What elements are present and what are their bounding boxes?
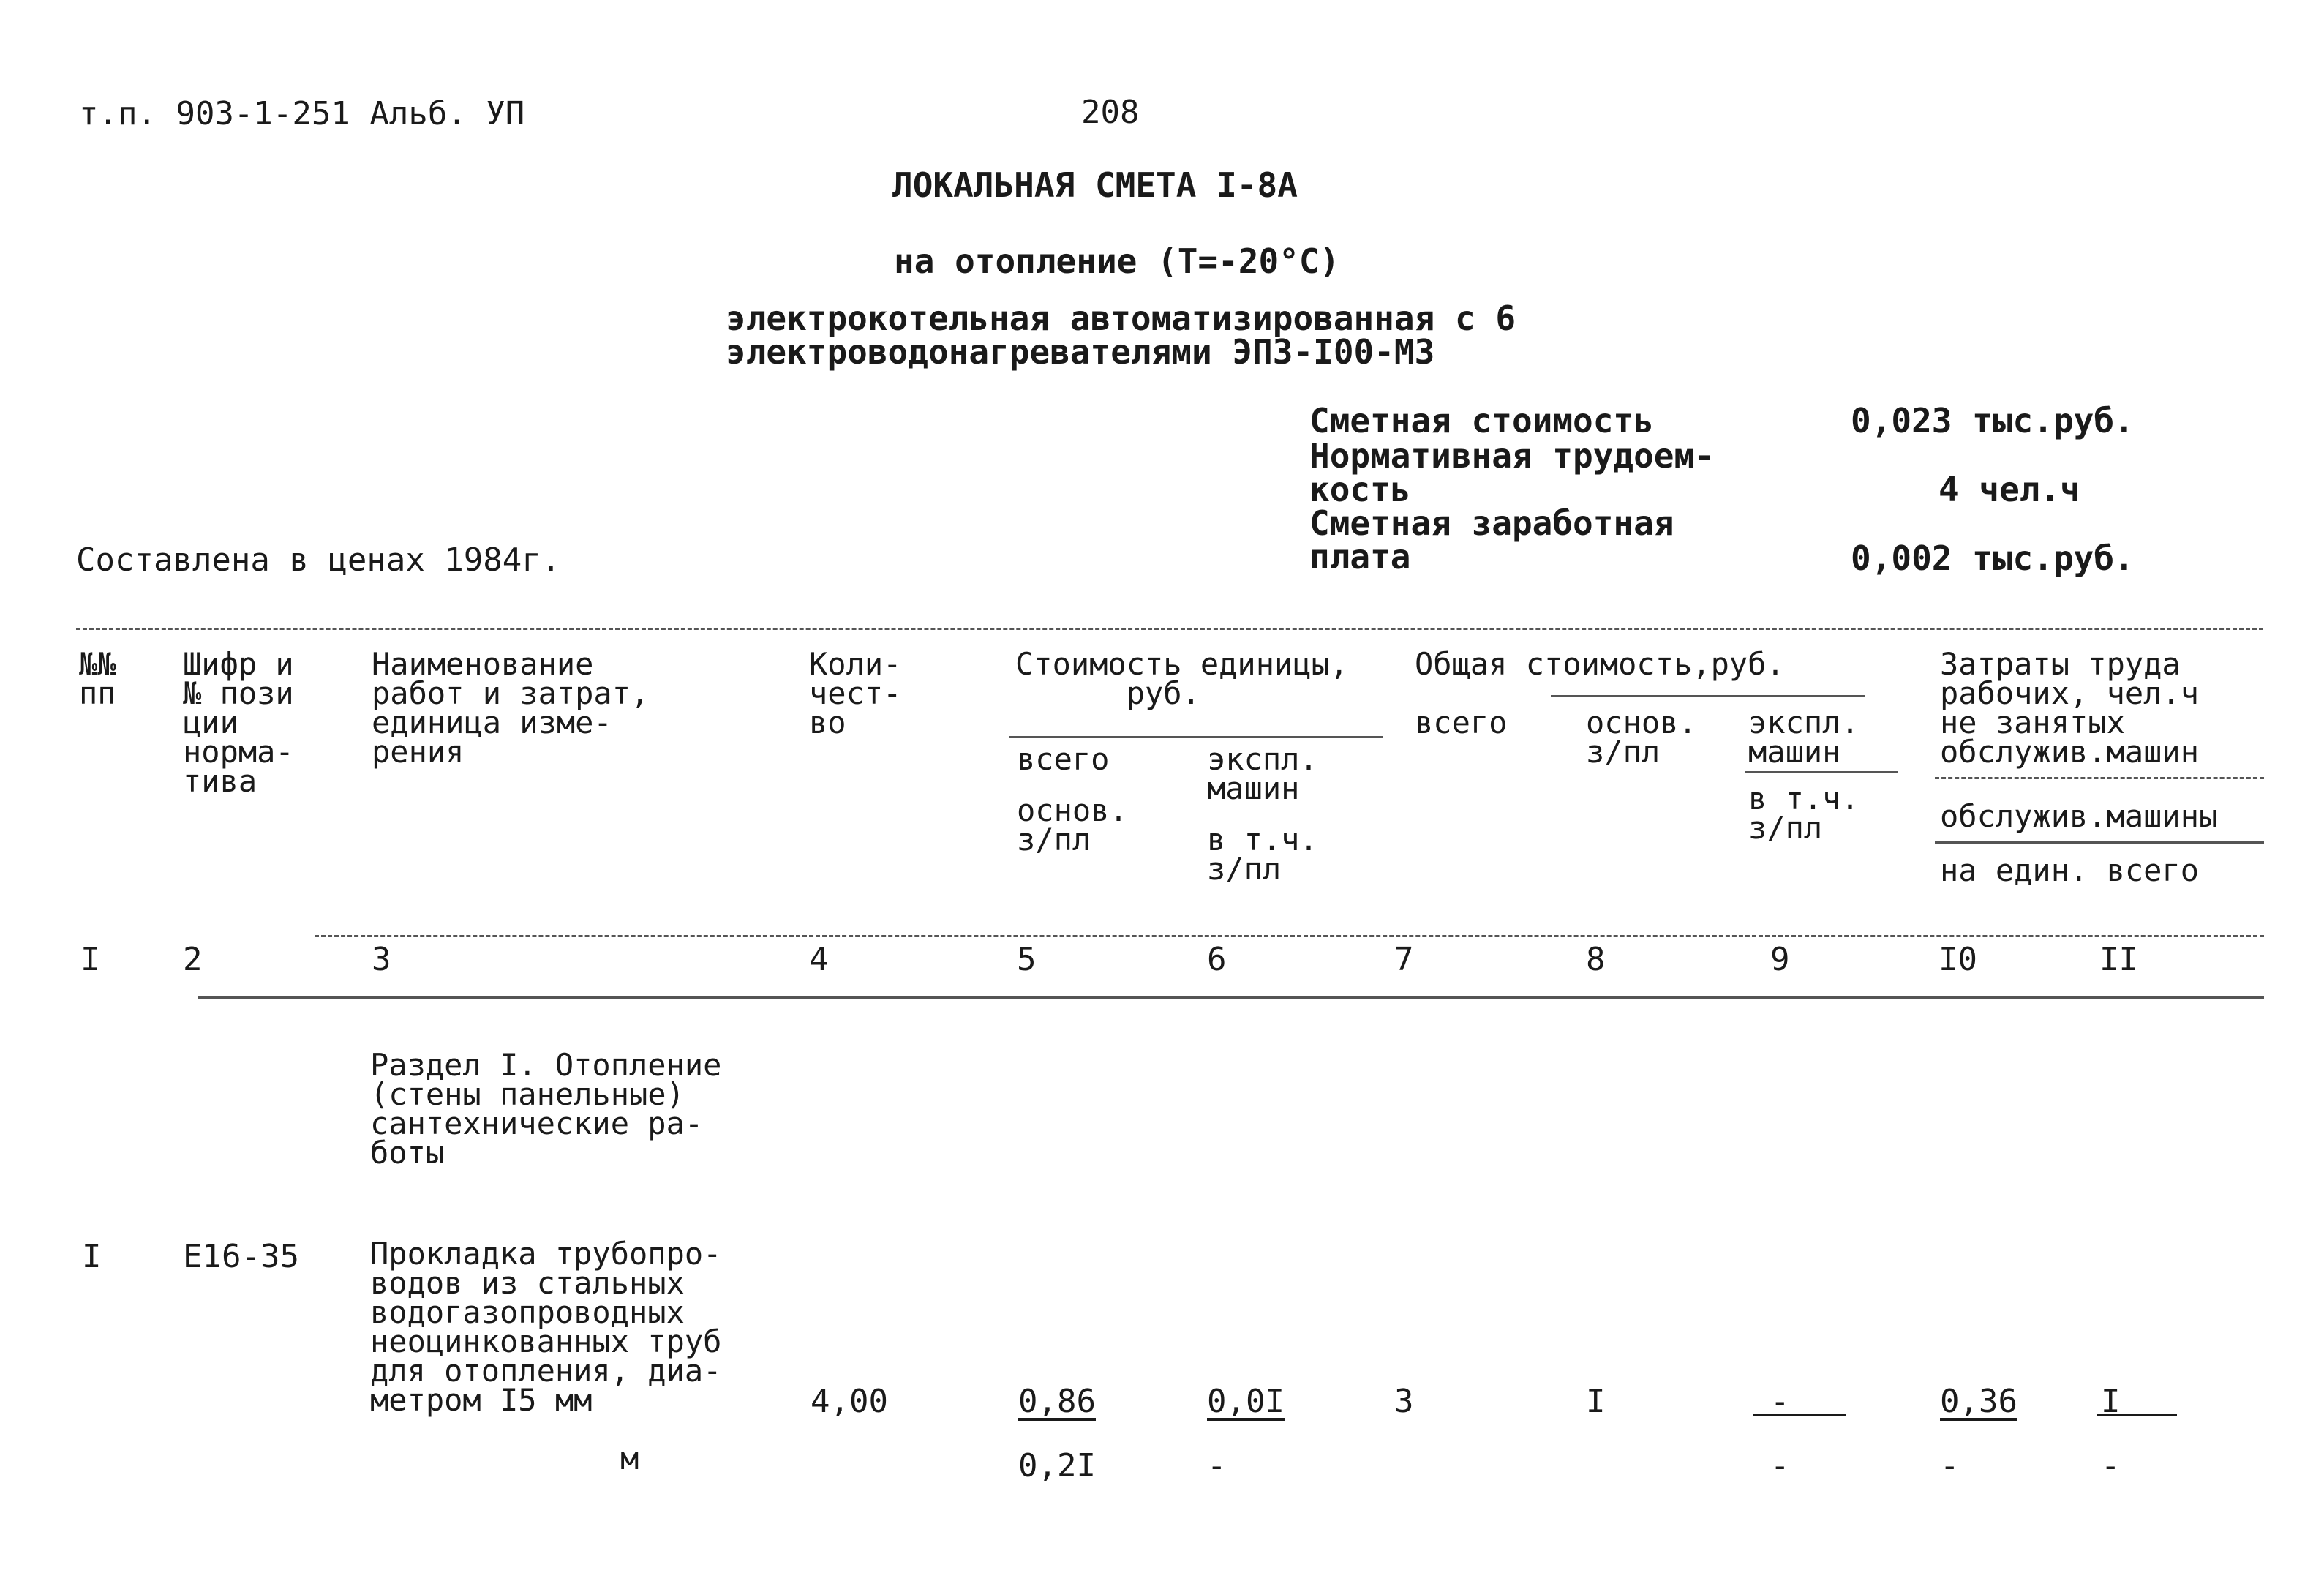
row-1-labor-total: I xyxy=(2101,1383,2121,1420)
header-bottom-border xyxy=(315,935,2264,937)
wage-value: 0,002 тыс.руб. xyxy=(1851,538,2135,578)
row-1-unit-total: 0,86 xyxy=(1018,1383,1096,1420)
total-cost-divider xyxy=(1551,695,1865,697)
row-1-labor-machines-unit: - xyxy=(1940,1447,1960,1484)
row-1-unit: м xyxy=(620,1441,639,1476)
section-title: Раздел I. Отопление (стены панельные) сантехнические ра- боты xyxy=(370,1047,722,1171)
column-number-10: I0 xyxy=(1938,941,1977,978)
row-1-number: I xyxy=(82,1238,102,1275)
row-1-total-machines: - xyxy=(1770,1383,1790,1420)
row-1-code: Е16-35 xyxy=(183,1238,299,1275)
header-unit-machine-wage: в т.ч. з/пл xyxy=(1207,822,1318,887)
page-number: 208 xyxy=(1081,94,1140,131)
document-subtitle: на отопление (Т=-20°С) xyxy=(894,241,1340,281)
header-unit-wage: основ. з/пл xyxy=(1017,792,1128,857)
column-numbers-bottom-border xyxy=(198,996,2264,999)
cost-value: 0,023 тыс.руб. xyxy=(1851,401,2135,440)
labor-label-1: Нормативная трудоем- xyxy=(1309,436,1715,476)
column-number-3: 3 xyxy=(372,941,391,978)
compiled-note: Составлена в ценах 1984г. xyxy=(76,541,561,579)
header-total-cost: Общая стоимость,руб. xyxy=(1415,646,1785,682)
unit-cost-divider xyxy=(1009,736,1383,738)
row-1-total-wage: I xyxy=(1586,1383,1606,1420)
labor-divider-1 xyxy=(1935,777,2264,779)
row-1-total-machines-underline xyxy=(1753,1414,1846,1416)
header-row-number: №№ пп xyxy=(79,646,116,711)
row-1-unit-machines: 0,0I xyxy=(1207,1383,1285,1420)
header-unit-cost: Стоимость единицы, руб. xyxy=(1015,646,1349,711)
cost-label: Сметная стоимость xyxy=(1309,401,1654,440)
header-labor-subcolumns: на един. всего xyxy=(1940,852,2200,888)
column-number-11: II xyxy=(2099,941,2138,978)
header-labor: Затраты труда рабочих, чел.ч не занятых обслужив.машин xyxy=(1940,646,2200,770)
column-number-8: 8 xyxy=(1586,941,1606,978)
document-reference: т.п. 903-1-251 Альб. УП xyxy=(79,95,525,132)
row-1-total-machine-wage: - xyxy=(1770,1447,1790,1484)
description-line-2: электроводонагревателями ЭПЗ-I00-МЗ xyxy=(726,332,1435,372)
wage-label-2: плата xyxy=(1309,537,1411,577)
row-1-labor-unit: 0,36 xyxy=(1940,1383,2017,1420)
wage-label-1: Сметная заработная xyxy=(1309,503,1674,543)
header-total-machine-wage: в т.ч. з/пл xyxy=(1748,781,1859,846)
header-quantity: Коли- чест- во xyxy=(809,646,902,740)
description-line-1: электрокотельная автоматизированная с 6 xyxy=(726,299,1516,338)
column-number-6: 6 xyxy=(1207,941,1227,978)
labor-value: 4 чел.ч xyxy=(1938,470,2080,509)
header-code: Шифр и № пози ции норма- тива xyxy=(183,646,294,799)
row-1-labor-machines-total: - xyxy=(2101,1447,2121,1484)
labor-label-2: кость xyxy=(1309,470,1411,509)
row-1-labor-total-underline xyxy=(2097,1414,2177,1416)
table-top-border xyxy=(76,628,2263,630)
column-number-7: 7 xyxy=(1394,941,1414,978)
header-unit-total: всего xyxy=(1017,741,1110,777)
header-unit-machines: экспл. машин xyxy=(1207,741,1318,806)
row-1-total: 3 xyxy=(1394,1383,1414,1420)
column-number-2: 2 xyxy=(183,941,203,978)
row-1-unit-machine-wage: - xyxy=(1207,1447,1227,1484)
header-total-wage: основ. з/пл xyxy=(1586,705,1697,770)
header-total-machines: экспл. машин xyxy=(1748,705,1859,770)
column-number-9: 9 xyxy=(1770,941,1790,978)
row-1-name: Прокладка трубопро- водов из стальных водогазопроводных неоцинкованных труб для отопления, диа- метром I5 мм xyxy=(370,1236,722,1418)
header-work-name: Наименование работ и затрат, единица изме- рения xyxy=(372,646,650,770)
document-title: ЛОКАЛЬНАЯ СМЕТА I-8А xyxy=(892,165,1298,205)
header-total-all: всего xyxy=(1415,705,1508,740)
column-number-5: 5 xyxy=(1017,941,1037,978)
row-1-unit-wage: 0,2I xyxy=(1018,1447,1096,1484)
header-labor-machines: обслужив.машины xyxy=(1940,798,2218,834)
row-1-quantity: 4,00 xyxy=(811,1383,888,1420)
column-number-4: 4 xyxy=(809,941,829,978)
column-number-1: I xyxy=(80,941,100,978)
total-machines-divider xyxy=(1745,771,1898,773)
labor-divider-2 xyxy=(1935,841,2264,844)
